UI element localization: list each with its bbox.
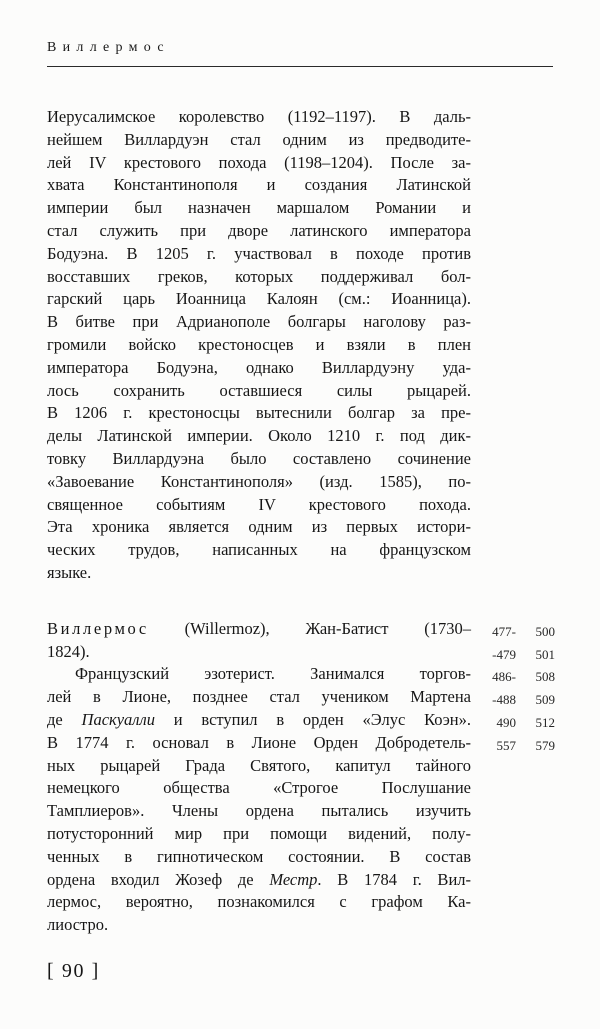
entry-villermoz [47,618,555,937]
text-line: хвата Константинополя и создания Латинской [47,175,471,195]
margin-ref-left: 490 [496,714,516,730]
text-line: лермос, вероятно, познакомился с графом Ка- [47,892,471,912]
text-line: громили войско крестоносцев и взяли в плен [47,334,471,354]
margin-row [477,689,555,712]
text-line: императора Бодуэна, однако Виллардуэну уда- [47,357,471,377]
paragraph-villehardouin-continued [47,106,471,585]
text-line: товку Виллардуэна было составлено сочинение [47,448,471,468]
margin-ref-right: 512 [535,714,555,730]
margin-row [477,621,555,644]
text-line: Бодуэна. В 1205 г. участвовал в походе против [47,243,471,263]
text-line: лось сохранить оставшиеся силы рыцарей. [47,380,471,400]
margin-ref-left: -479 [492,646,516,662]
margin-ref-right: 509 [535,692,555,708]
text-line: Тамплиеров». Члены ордена пытались изучить [47,801,471,821]
text-line: священное событиям IV крестового похода. [47,494,471,514]
page-number: [ 90 ] [47,960,100,982]
running-header [47,40,553,66]
text-line: В 1774 г. основал в Лионе Орден Добродетель- [47,732,471,752]
margin-ref-right: 501 [535,646,555,662]
margin-ref-right: 508 [535,669,555,685]
text-line: Иерусалимское королевство (1192–1197). В даль- [47,107,471,126]
margin-ref-right: 579 [535,737,555,753]
header-rule [47,66,553,67]
text-line: империи был назначен маршалом Романии и [47,198,471,218]
text-line: В битве при Адрианополе болгары наголову раз- [47,312,471,332]
text-line: де Паскуалли и вступил в орден «Элус Коэн». [47,709,472,729]
text-line: нейшем Виллардуэн стал одним из предводите- [47,129,471,149]
text-line: ных рыцарей Града Святого, капитул тайного [47,755,471,775]
text-line: немецкого общества «Строгое Послушание [47,778,471,798]
entry-headword-paragraph [47,618,471,664]
text-line: ченных в гипнотическом состоянии. В состав [47,846,471,866]
margin-ref-left: 486- [492,669,516,685]
margin-ref-left: 557 [496,737,516,753]
margin-row [477,666,555,689]
margin-row [477,712,555,735]
text-line: ческих трудов, написанных на французском [47,540,471,560]
margin-row [477,735,555,758]
text-line: ордена входил Жозеф де Местр. В 1784 г. Вил- [47,869,471,889]
running-header-text: Виллермос [47,40,170,55]
text-line: стал служить при дворе латинского императора [47,220,471,240]
margin-ref-right: 500 [535,623,555,639]
text-line: лиостро. [47,915,109,935]
text-line: языке. [47,562,92,582]
text-line: восставших греков, которых поддерживал бол- [47,266,471,286]
margin-ref-left: -488 [492,692,516,708]
text-line: лей IV крестового похода (1198–1204). После за- [47,152,471,172]
text-line: потусторонний мир при помощи видений, полу- [47,823,471,843]
text-line: «Завоевание Константинополя» (изд. 1585), по- [47,471,471,491]
text-line: делы Латинской империи. Около 1210 г. под дик- [47,426,471,446]
margin-page-references [477,621,555,758]
margin-row [477,644,555,667]
text-line: Виллермос (Willermoz), Жан-Батист (1730– [47,618,471,638]
text-line: гарский царь Иоанница Калоян (см.: Иоанница). [47,289,471,309]
text-column [47,106,555,937]
text-line: В 1206 г. крестоносцы вытеснили болгар за пре- [47,403,471,423]
margin-ref-left: 477- [492,623,516,639]
entry-body-paragraph [47,663,471,937]
text-line: лей в Лионе, позднее стал учеником Мартена [47,687,471,707]
text-line: Эта хроника является одним из первых истори- [47,517,471,537]
text-line: 1824). [47,641,90,661]
text-line: Французский эзотерист. Занимался торгов- [75,664,471,684]
